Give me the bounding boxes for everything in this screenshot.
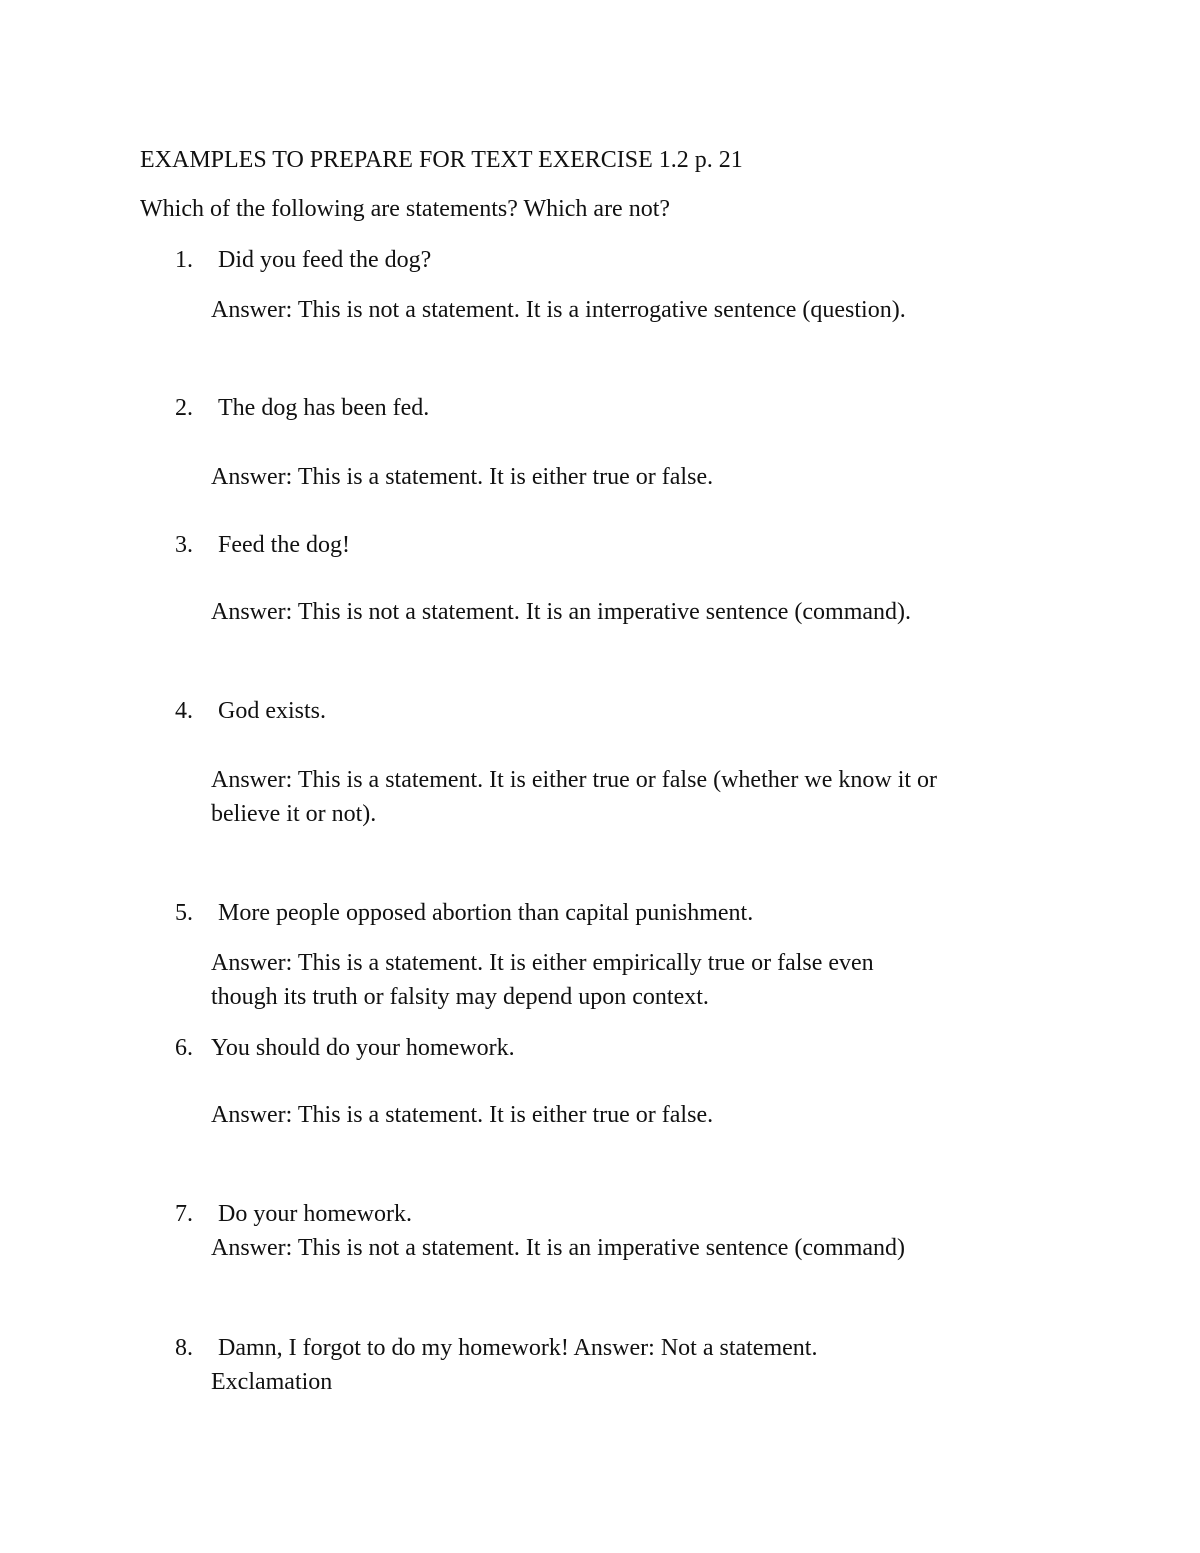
item-1-answer: Answer: This is not a statement. It is a interrogative sentence (question). — [211, 297, 906, 323]
item-3-question: Feed the dog! — [218, 532, 350, 558]
item-1-number: 1. — [175, 247, 193, 273]
item-3-number: 3. — [175, 532, 193, 558]
item-8-number: 8. — [175, 1335, 193, 1361]
item-2-question: The dog has been fed. — [218, 395, 430, 421]
item-4-question: God exists. — [218, 698, 326, 724]
item-6-question: You should do your homework. — [211, 1035, 515, 1061]
document-title: EXAMPLES TO PREPARE FOR TEXT EXERCISE 1.2 p. 21 — [140, 147, 743, 173]
item-5-answer-line-2: though its truth or falsity may depend upon context. — [211, 984, 709, 1010]
item-6-number: 6. — [175, 1035, 193, 1061]
item-3-answer: Answer: This is not a statement. It is an imperative sentence (command). — [211, 599, 912, 625]
item-5-answer-line-1: Answer: This is a statement. It is either empirically true or false even — [211, 950, 874, 976]
item-8-answer: Exclamation — [211, 1369, 333, 1395]
item-4-number: 4. — [175, 698, 193, 724]
item-2-answer: Answer: This is a statement. It is either true or false. — [211, 464, 714, 490]
item-1-question: Did you feed the dog? — [218, 247, 432, 273]
item-2-number: 2. — [175, 395, 193, 421]
item-7-answer: Answer: This is not a statement. It is an imperative sentence (command) — [211, 1235, 906, 1261]
item-6-answer: Answer: This is a statement. It is either true or false. — [211, 1102, 714, 1128]
item-5-number: 5. — [175, 900, 193, 926]
item-7-question: Do your homework. — [218, 1201, 412, 1227]
item-4-answer-line-2: believe it or not). — [211, 801, 377, 827]
item-5-question: More people opposed abortion than capital punishment. — [218, 900, 754, 926]
item-7-number: 7. — [175, 1201, 193, 1227]
intro-text: Which of the following are statements? Which are not? — [140, 196, 671, 222]
item-4-answer-line-1: Answer: This is a statement. It is either true or false (whether we know it or — [211, 767, 938, 793]
item-8-question: Damn, I forgot to do my homework! Answer: Not a statement. — [218, 1335, 818, 1361]
